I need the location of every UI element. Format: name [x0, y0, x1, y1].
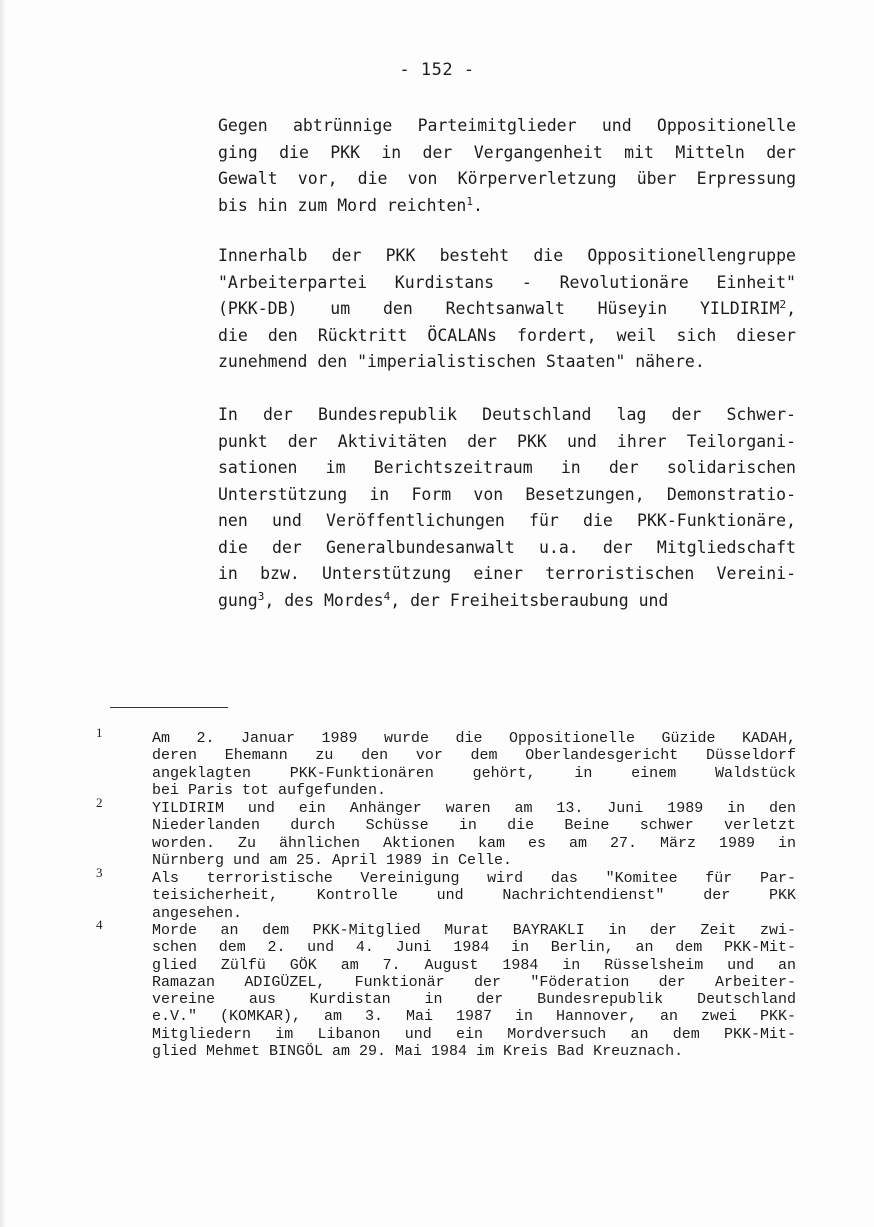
footnote-line: Am 2. Januar 1989 wurde die Oppositionelle Güzide KADAH,	[152, 730, 796, 747]
page-number: - 152 -	[399, 60, 475, 80]
paragraph-2	[218, 243, 796, 376]
text-line: Gegen abtrünnige Parteimitglieder und Oppositionelle	[218, 116, 796, 135]
scan-edge	[0, 0, 6, 1227]
footnote-line: Mitgliedern im Libanon und ein Mordversuch an dem PKK-Mit-	[152, 1025, 796, 1043]
text-line: zunehmend den "imperialistischen Staaten" nähere.	[218, 352, 705, 371]
footnote-line: angeklagten PKK-Funktionären gehört, in einem Waldstück	[152, 764, 796, 782]
text-line: die den Rücktritt ÖCALANs fordert, weil sich dieser	[218, 325, 796, 345]
text-line: die der Generalbundesanwalt u.a. der Mitgliedschaft	[218, 537, 796, 557]
text-line: In der Bundesrepublik Deutschland lag der Schwer-	[218, 405, 796, 424]
text-fragment: gung	[218, 590, 258, 610]
footnote-line: glied Mehmet BINGÖL am 29. Mai 1984 im Kreis Bad Kreuznach.	[152, 1043, 684, 1061]
footnote-number: 4	[96, 917, 103, 932]
footnote-4	[96, 917, 796, 1061]
footnote-number: 1	[96, 725, 103, 740]
text-fragment-suffix	[779, 299, 796, 318]
text-fragment: , des Mordes	[264, 590, 384, 610]
text-line: Gewalt vor, die von Körperverletzung über Erpressung	[218, 169, 796, 188]
text-line: sationen im Berichtszeitraum in der solidarischen	[218, 458, 796, 477]
text-fragment: ,	[786, 299, 796, 318]
paragraph-1	[218, 113, 796, 219]
text-line: Unterstützung in Form von Besetzungen, Demonstratio-	[218, 484, 796, 504]
text-line: nen und Veröffentlichungen für die PKK-Funktionäre,	[218, 511, 796, 530]
text-line	[218, 296, 796, 323]
footnote-line: Ramazan ADIGÜZEL, Funktionär der "Föderation der Arbeiter-	[152, 973, 796, 991]
footnote-1	[96, 725, 796, 799]
paragraph-3	[218, 402, 796, 614]
text-line: ging die PKK in der Vergangenheit mit Mitteln der	[218, 142, 796, 162]
footnote-line: bei Paris tot aufgefunden.	[152, 781, 387, 799]
footnote-line: vereine aus Kurdistan in der Bundesrepublik Deutschland	[152, 991, 796, 1009]
text-fragment: (PKK-DB) um den Rechtsanwalt Hüseyin YILDIRIM	[218, 299, 780, 318]
footnote-number: 2	[96, 795, 103, 810]
footnote-body	[152, 870, 796, 922]
footnote-ref-2: 2	[779, 297, 787, 311]
footnote-body	[152, 922, 796, 1060]
footnote-line: Niederlanden durch Schüsse in die Beine schwer verletzt	[152, 817, 796, 835]
footnote-body	[152, 730, 796, 799]
text-fragment: , der Freiheitsberaubung und	[390, 590, 669, 610]
footnote-line: Als terroristische Vereinigung wird das "Komitee für Par-	[152, 870, 796, 887]
footnote-number: 3	[96, 865, 103, 880]
text-line: "Arbeiterpartei Kurdistans - Revolutionäre Einheit"	[218, 272, 796, 292]
text-fragment: bis hin zum Mord reichten	[218, 195, 467, 215]
text-line	[218, 588, 796, 615]
footnote-line: Nürnberg und am 25. April 1989 in Celle.	[152, 851, 513, 869]
footnote-line: schen dem 2. und 4. Juni 1984 in Berlin, an dem PKK-Mit-	[152, 939, 796, 957]
text-line: in bzw. Unterstützung einer terroristischen Vereini-	[218, 564, 796, 583]
footnote-line: angesehen.	[152, 904, 243, 922]
footnote-ref-1: 1	[466, 194, 473, 208]
footnote-line: teisicherheit, Kontrolle und Nachrichtendienst" der PKK	[152, 887, 796, 905]
footnote-line: glied Zülfü GÖK am 7. August 1984 in Rüsselsheim und an	[152, 956, 796, 974]
text-fragment: .	[472, 195, 483, 215]
text-line: punkt der Aktivitäten der PKK und ihrer Teilorgani-	[218, 431, 796, 451]
footnote-line: e.V." (KOMKAR), am 3. Mai 1987 in Hannover, an zwei PKK-	[152, 1008, 796, 1026]
footnote-3	[96, 865, 796, 922]
footnote-line: Morde an dem PKK-Mitglied Murat BAYRAKLI in der Zeit zwi-	[152, 922, 796, 939]
footnote-body	[152, 800, 796, 869]
text-line	[218, 193, 796, 220]
footnote-line: deren Ehemann zu den vor dem Oberlandesgericht Düsseldorf	[152, 747, 796, 765]
footnote-line: YILDIRIM und ein Anhänger waren am 13. Juni 1989 in den	[152, 800, 796, 817]
footnote-ref-3: 3	[257, 589, 265, 603]
footnote-2	[96, 795, 796, 869]
footnote-separator	[110, 707, 228, 708]
text-line: Innerhalb der PKK besteht die Oppositionellengruppe	[218, 246, 796, 265]
footnote-line: worden. Zu ähnlichen Aktionen kam es am 27. März 1989 in	[152, 834, 796, 852]
footnote-ref-4: 4	[383, 589, 391, 603]
